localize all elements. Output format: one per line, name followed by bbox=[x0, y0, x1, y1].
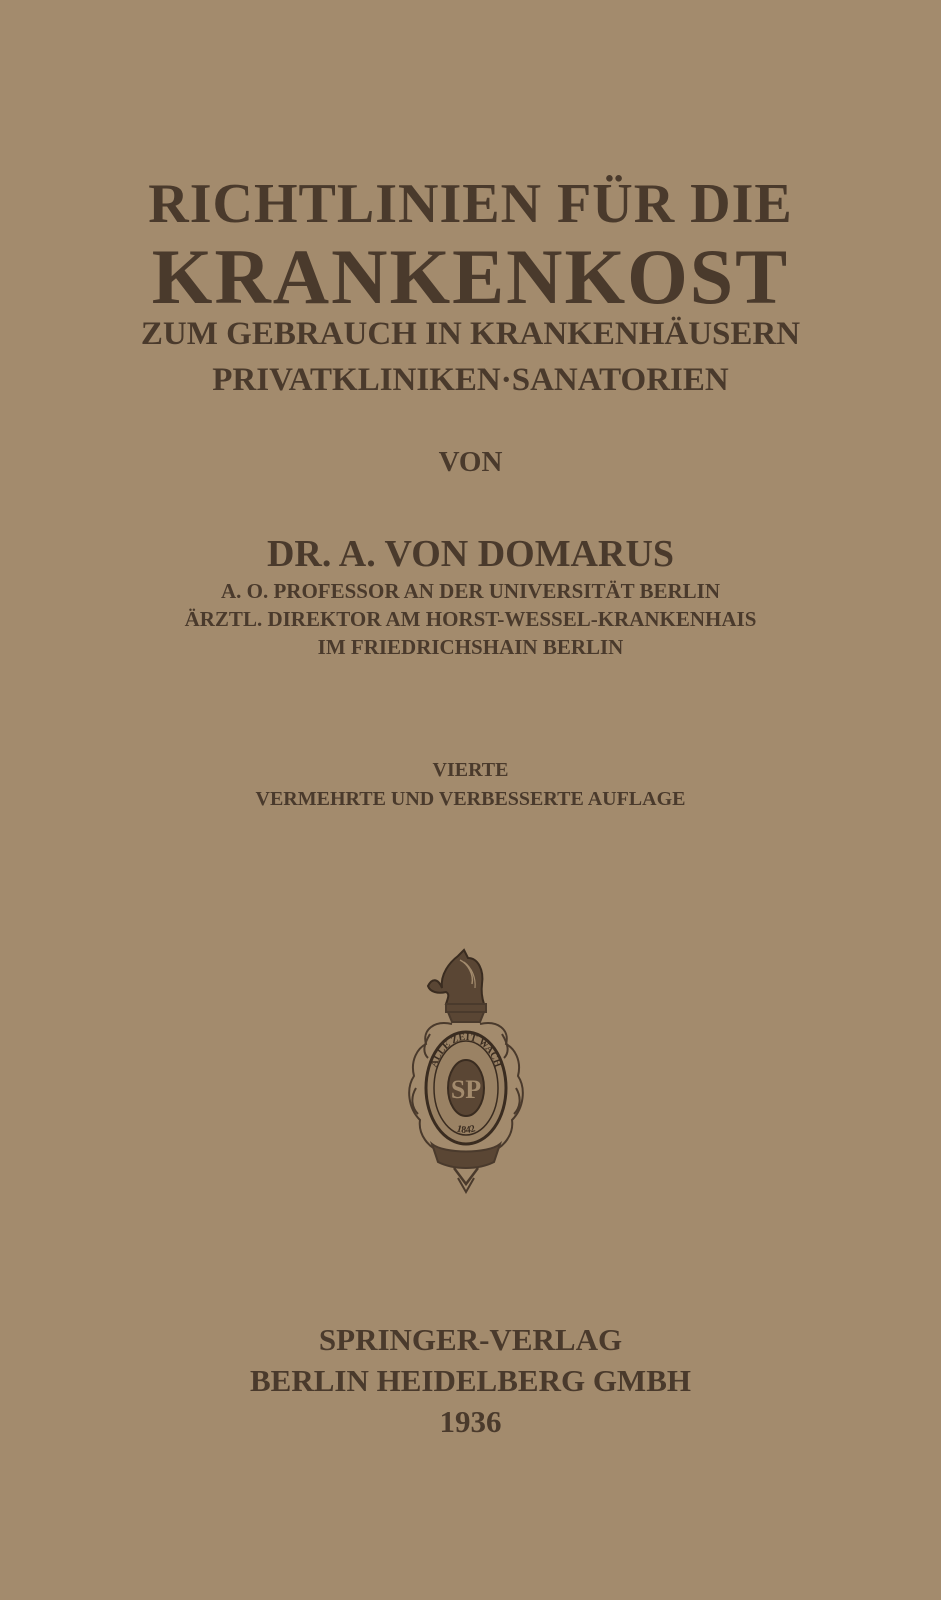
publication-year: 1936 bbox=[439, 1404, 502, 1439]
title-line-1: RICHTLINIEN FÜR DIE bbox=[148, 173, 793, 235]
affiliation-line-2: ÄRZTL. DIREKTOR AM HORST-WESSEL-KRANKENHAIS bbox=[184, 607, 757, 631]
logo-monogram: SP bbox=[450, 1075, 482, 1104]
affiliation-line-3: IM FRIEDRICHSHAIN BERLIN bbox=[317, 635, 624, 659]
edition-line-2: VERMEHRTE UND VERBESSERTE AUFLAGE bbox=[255, 788, 686, 810]
springer-knight-emblem-icon bbox=[398, 948, 536, 1194]
author-name: DR. A. VON DOMARUS bbox=[266, 533, 675, 575]
subtitle-line-2: PRIVATKLINIKEN·SANATORIEN bbox=[212, 362, 729, 398]
edition-line-1: VIERTE bbox=[432, 759, 509, 781]
logo-motto: ALLE ZEIT WACH bbox=[428, 1031, 504, 1069]
publisher-line-2: BERLIN HEIDELBERG GMBH bbox=[250, 1363, 691, 1398]
affiliation-line-1: A. O. PROFESSOR AN DER UNIVERSITÄT BERLIN bbox=[220, 579, 721, 603]
subtitle-line-1: ZUM GEBRAUCH IN KRANKENHÄUSERN bbox=[140, 316, 801, 352]
logo-year: 1842 bbox=[455, 1123, 477, 1136]
title-line-2: KRANKENKOST bbox=[151, 233, 790, 320]
by-label: VON bbox=[438, 446, 503, 478]
publisher-line-1: SPRINGER-VERLAG bbox=[318, 1322, 623, 1357]
